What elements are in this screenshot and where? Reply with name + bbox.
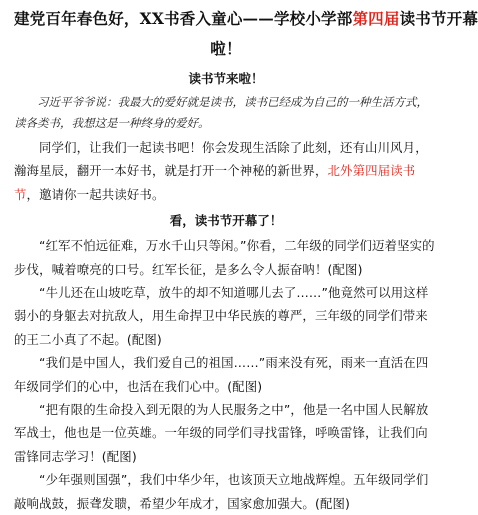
- title-highlight: 第四届: [352, 9, 400, 28]
- title-line-1: [14, 4, 478, 34]
- intro-text-post: ，邀请你一起共读好书。: [26, 186, 165, 202]
- section-heading-1: 读书节来啦！: [188, 71, 264, 86]
- section-heading-2: 看，读书节开幕了！: [169, 213, 283, 229]
- paragraph-3: “我们是中国人，我们爱自己的祖国……”雨来没有死，雨来一直活在四年级同学们的心中，也活在我们心中。(配图): [14, 355, 429, 394]
- paragraph-4: “把有限的生命投入到无限的为人民服务之中”，他是一名中国人民解放军战士，他也是一位英雄。一年级的同学们寻找雷锋，呼唤雷锋，让我们向雷锋同志学习！(配图): [14, 402, 429, 464]
- intro-text-pre: 同学们，让我们一起读书吧！你会发现生活除了此刻，还有山川风月，瀚海星辰，翻开一本好书，就是打开一个神秘的新世界，: [14, 140, 428, 179]
- paragraph-5: “少年强则国强”，我们中华少年，也该顶天立地战辉煌。五年级同学们敲响战鼓，振聋发聩，希望少年成才，国家愈加强大。(配图): [14, 472, 429, 511]
- article-title: [14, 4, 478, 64]
- paragraph-2: “牛儿还在山坡吃草，放牛的却不知道哪儿去了……”他竟然可以用这样弱小的身躯去对抗敌人，用生命捍卫中华民族的尊严，三年级的同学们带来的王二小真了不起。(配图): [14, 285, 429, 347]
- title-line-2: 啦！: [210, 39, 242, 58]
- intro-paragraph: [14, 136, 438, 206]
- intro-highlight: 北外第四届读书节: [14, 163, 416, 202]
- title-text-pre: 建党百年春色好，XX书香入童心——学校小学部: [14, 9, 353, 28]
- quote-paragraph: 习近平爷爷说：我最大的爱好就是读书，读书已经成为自己的一种生活方式，读各类书，我想这是一种终身的爱好。: [14, 95, 428, 130]
- paragraph-1: “红军不怕远征难，万水千山只等闲。”你看，二年级的同学们迈着坚实的步伐，喊着嘹亮的口号。红军长征，是多么令人振奋呐！(配图): [14, 238, 435, 277]
- title-text-post: 读书节开幕: [399, 9, 478, 28]
